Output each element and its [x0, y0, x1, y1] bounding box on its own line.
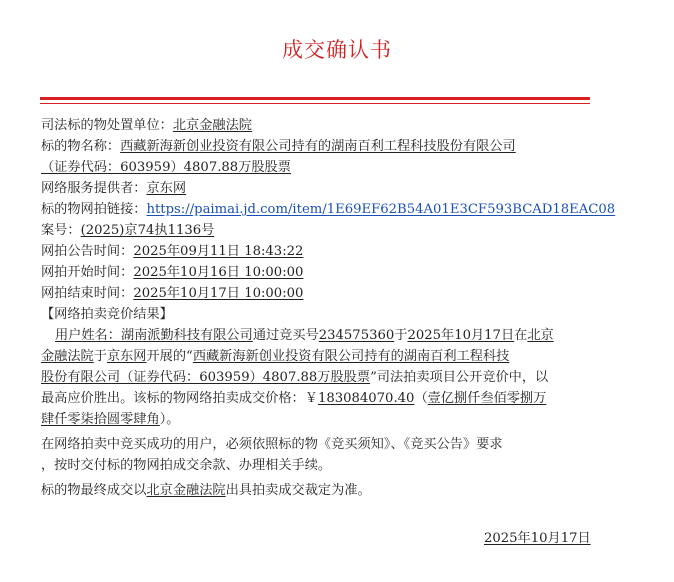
auction-link[interactable]: https://paimai.jd.com/item/1E69EF62B54A01E3CF593BCAD18EAC08 — [146, 202, 616, 217]
announce-time-value: 2025年09月11日 18:43:22 — [133, 244, 304, 259]
header-rule-thick — [40, 97, 590, 100]
result-heading: 【网络拍卖竞价结果】 — [41, 307, 173, 322]
end-time-row: 网拍结束时间：2025年10月17日 10:00:00 — [41, 286, 304, 301]
result-item-part-1: 西藏新海新创业投资有限公司持有的湖南百利工程科技 — [192, 349, 510, 364]
final-statement: 标的物最终成交以北京金融法院出具拍卖成交裁定为准。 — [41, 483, 371, 498]
item-name-row: 标的物名称：西藏新海新创业投资有限公司持有的湖南百利工程科技股份有限公司 — [41, 139, 516, 154]
result-line-3: 股份有限公司（证券代码：603959）4807.88万股股票”司法拍卖项目公开竞价中，以 — [41, 370, 549, 385]
footer-date: 2025年10月17日 — [484, 531, 591, 546]
result-line-2: 金融法院于京东网开展的“西藏新海新创业投资有限公司持有的湖南百利工程科技 — [41, 349, 510, 364]
item-name-value-2: （证券代码：603959）4807.88万股股票 — [41, 160, 291, 175]
link-row: 标的物网拍链接：https://paimai.jd.com/item/1E69EF62B54A01E3CF593BCAD18EAC08 — [41, 202, 616, 217]
announce-time-row: 网拍公告时间：2025年09月11日 18:43:22 — [41, 244, 304, 259]
notice-line-1: 在网络拍卖中竞买成功的用户，必须依照标的物《竞买须知》、《竞买公告》要求 — [41, 437, 503, 452]
case-row: 案号：(2025)京74执1136号 — [41, 223, 215, 238]
provider-value: 京东网 — [146, 181, 187, 196]
platform-name: 京东网 — [106, 349, 147, 364]
result-line-4: 最高应价胜出。该标的物网络拍卖成交价格：￥183084070.40（壹亿捌仟叁佰零捌万 — [41, 391, 547, 406]
document-title: 成交确认书 — [282, 38, 392, 62]
result-item-part-2: 股份有限公司（证券代码：603959）4807.88万股股票 — [41, 370, 371, 385]
winner-name: 湖南派勤科技有限公司 — [120, 328, 253, 343]
header-rule-thin — [40, 103, 590, 104]
start-time-value: 2025年10月16日 10:00:00 — [133, 265, 304, 280]
item-name-row-2 — [41, 157, 601, 178]
final-court: 北京金融法院 — [146, 483, 226, 498]
disposal-unit-row: 司法标的物处置单位：北京金融法院 — [41, 118, 252, 133]
court-name-part-1: 北京 — [527, 328, 554, 343]
end-time-value: 2025年10月17日 10:00:00 — [133, 286, 304, 301]
price-in-words-1: 壹亿捌仟叁佰零捌万 — [427, 391, 547, 406]
price-in-words-2: 肆仟零柒拾圆零肆角 — [41, 412, 160, 427]
notice-line-2: ，按时交付标的物网拍成交余款、办理相关手续。 — [41, 458, 332, 473]
result-line-5: 肆仟零柒拾圆零肆角）。 — [41, 412, 180, 427]
item-name-value-1: 西藏新海新创业投资有限公司持有的湖南百利工程科技股份有限公司 — [120, 139, 516, 154]
provider-row: 网络服务提供者：京东网 — [41, 181, 187, 196]
result-line-1: 用户姓名：湖南派勤科技有限公司通过竞买号234575360于2025年10月17日在北京 — [55, 328, 554, 343]
case-number: (2025)京74执1136号 — [80, 223, 215, 238]
deal-price: 183084070.40 — [317, 391, 415, 406]
court-name-part-2: 金融法院 — [41, 349, 94, 364]
bid-number: 234575360 — [318, 328, 395, 343]
start-time-row: 网拍开始时间：2025年10月16日 10:00:00 — [41, 265, 304, 280]
disposal-unit-value: 北京金融法院 — [172, 118, 252, 133]
result-date: 2025年10月17日 — [407, 328, 515, 343]
document-body — [41, 115, 616, 501]
